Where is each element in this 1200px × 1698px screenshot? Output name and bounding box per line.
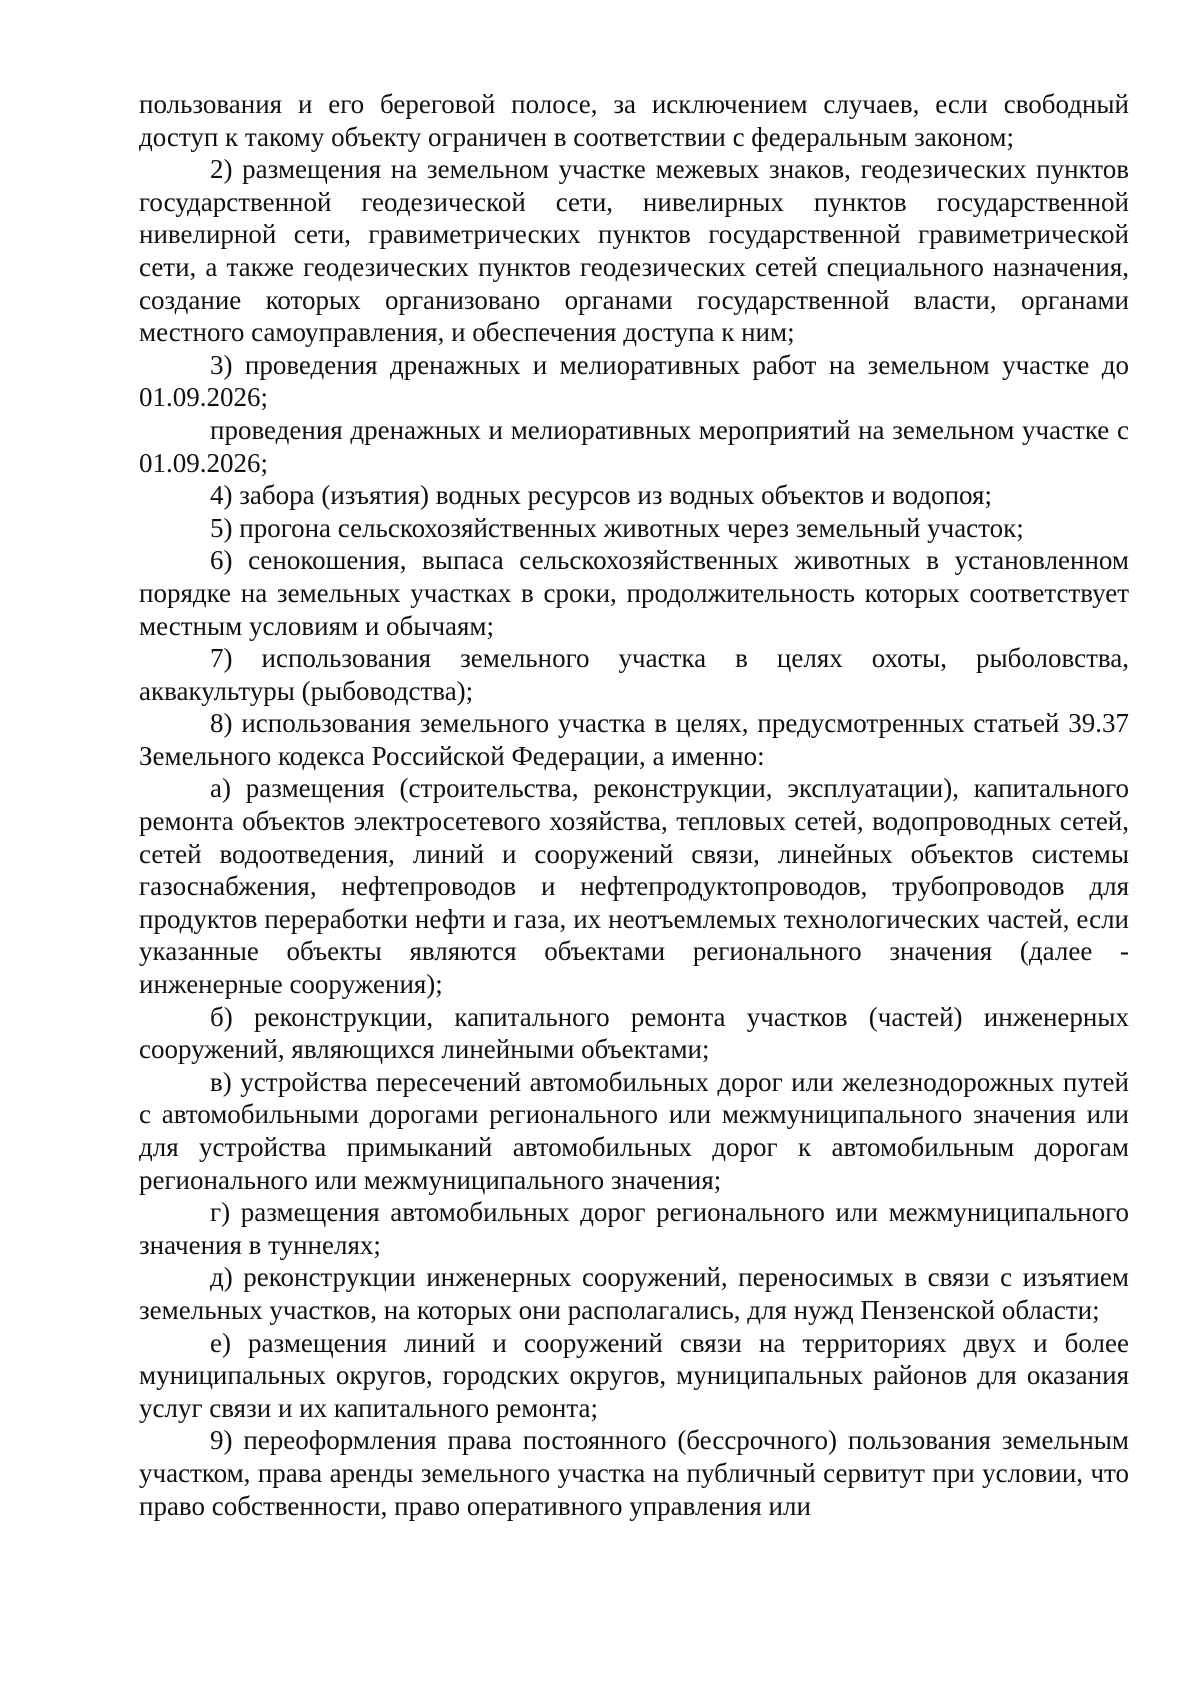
paragraph-item-6: 6) сенокошения, выпаса сельскохозяйственных животных в установленном порядке на земельных участках в сроки, продолжительность которых соответствует местным условиям и обычаям; [139,545,1129,641]
paragraph-subitem-d: д) реконструкции инженерных сооружений, переносимых в связи с изъятием земельных участков, на которых они располагались, для нужд Пензенской области; [139,1262,1129,1325]
paragraph-item-3-amendment: проведения дренажных и мелиоративных мероприятий на земельном участке с 01.09.2026; [139,414,1129,478]
paragraph-subitem-b: б) реконструкции, капитального ремонта участков (частей) инженерных сооружений, являющихся линейными объектами; [139,1001,1129,1065]
paragraph-item-2: 2) размещения на земельном участке межевых знаков, геодезических пунктов государственной геодезической сети, нивелирных пунктов государственной нивелирной сети, гравиметрических пунктов государственной гравиметрической сети, а также геодезических пунктов геодезических сетей специального назначения, создание которых организовано органами государственной власти, органами местного самоуправления, и обеспечения доступа к ним; [139,154,1129,348]
paragraph-item-9: 9) переоформления права постоянного (бессрочного) пользования земельным участком, права аренды земельного участка на публичный сервитут при условии, что право собственности, право оперативного управления или [139,1425,1129,1521]
paragraph-item-8: 8) использования земельного участка в целях, предусмотренных статьей 39.37 Земельного кодекса Российской Федерации, а именно: [139,708,1129,771]
document-page [139,88,1129,1522]
paragraph-subitem-v: в) устройства пересечений автомобильных дорог или железнодорожных путей с автомобильными дорогами регионального или межмуниципального значения или для устройства примыканий автомобильных дорог к автомобильным дорогам регионального или межмуниципального значения; [139,1066,1129,1195]
paragraph-subitem-g: г) размещения автомобильных дорог регионального или межмуниципального значения в туннелях; [139,1197,1129,1260]
paragraph-item-3: 3) проведения дренажных и мелиоративных работ на земельном участке до 01.09.2026; [139,349,1129,413]
paragraph-item-5: 5) прогона сельскохозяйственных животных через земельный участок; [210,512,1024,543]
paragraph-continuation: пользования и его береговой полосе, за исключением случаев, если свободный доступ к такому объекту ограничен в соответствии с федеральным законом; [139,89,1129,152]
paragraph-subitem-a: а) размещения (строительства, реконструкции, эксплуатации), капитального ремонта объектов электросетевого хозяйства, тепловых сетей, водопроводных сетей, сетей водоотведения, линий и сооружений связи, линейных объектов системы газоснабжения, нефтепроводов и нефтепродуктопроводов, трубопроводов для продуктов переработки нефти и газа, их неотъемлемых технологических частей, если указанные объекты являются объектами регионального значения (далее - инженерные сооружения); [139,773,1129,1000]
paragraph-item-4: 4) забора (изъятия) водных ресурсов из водных объектов и водопоя; [210,480,992,511]
paragraph-subitem-e: е) размещения линий и сооружений связи на территориях двух и более муниципальных округов, городских округов, муниципальных районов для оказания услуг связи и их капитального ремонта; [139,1327,1129,1423]
paragraph-item-7: 7) использования земельного участка в целях охоты, рыболовства, аквакультуры (рыбоводства); [139,643,1129,706]
